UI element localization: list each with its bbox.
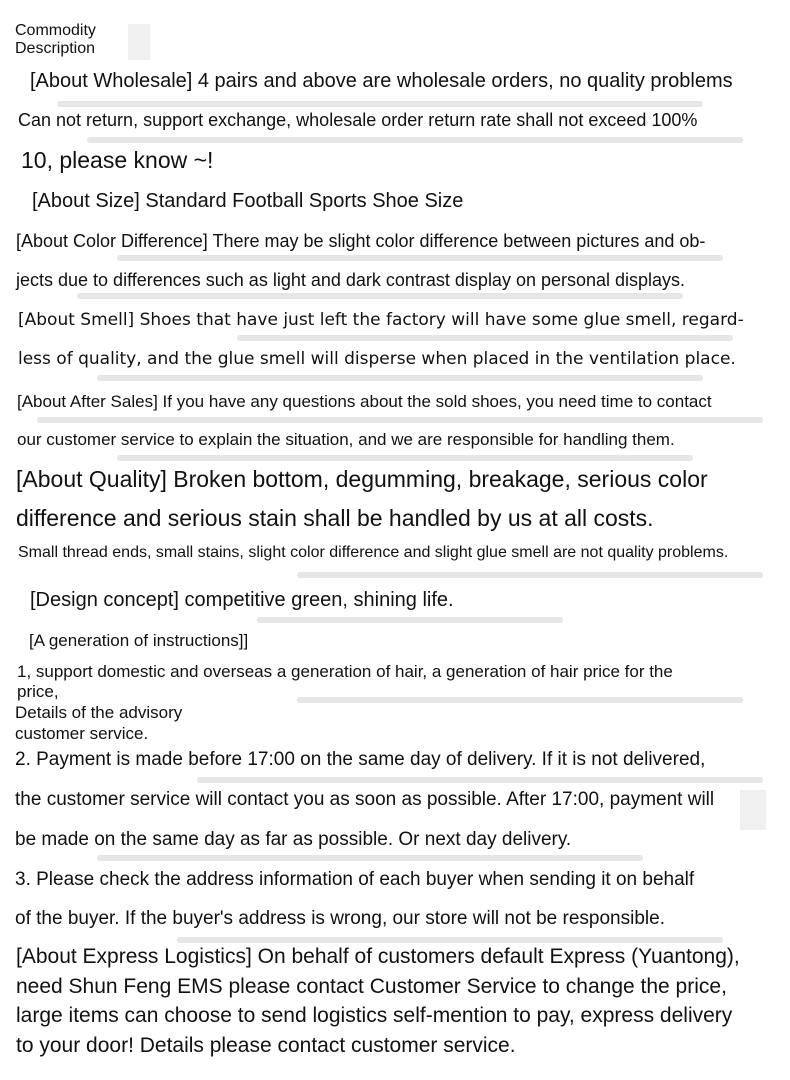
text-line: [About Wholesale] 4 pairs and above are wholesale orders, no quality problems [30,70,733,92]
text-line: [A generation of instructions]] [29,631,249,650]
text-line: the customer service will contact you as soon as possible. After 17:00, payment will [15,789,715,810]
text-line: [Design concept] competitive green, shining life. [30,589,454,611]
text-line: need Shun Feng EMS please contact Customer Service to change the price, [16,975,727,998]
text-line: 10, please know ~! [21,147,214,173]
text-line: less of quality, and the glue smell will disperse when placed in the ventilation place. [18,349,736,369]
text-line: Small thread ends, small stains, slight color difference and slight glue smell are not quality problems. [18,544,729,561]
page-title: Commodity Description [15,22,96,57]
text-line: our customer service to explain the situation, and we are responsible for handling them. [17,430,675,449]
text-line: [About Quality] Broken bottom, degumming, breakage, serious color [16,466,708,492]
text-line: [About After Sales] If you have any questions about the sold shoes, you need time to contact [17,392,712,411]
text-line: [About Smell] Shoes that have just left the factory will have some glue smell, regard- [18,310,744,330]
text-line: 2. Payment is made before 17:00 on the same day of delivery. If it is not delivered, [15,749,706,770]
text-line: Can not return, support exchange, wholesale order return rate shall not exceed 100% [18,110,698,130]
text-line: large items can choose to send logistics self-mention to pay, express delivery [16,1004,733,1027]
text-line: of the buyer. If the buyer's address is wrong, our store will not be responsible. [15,908,665,929]
text-line: 3. Please check the address information of each buyer when sending it on behalf [15,869,695,890]
text-line: [About Color Difference] There may be slight color difference between pictures and ob- [16,231,706,251]
text-line: [About Size] Standard Football Sports Shoe Size [32,190,464,212]
text-line: be made on the same day as far as possible. Or next day delivery. [15,829,572,850]
text-line: difference and serious stain shall be handled by us at all costs. [16,505,654,531]
text-line: to your door! Details please contact customer service. [16,1034,516,1057]
text-line: Details of the advisory customer service. [15,703,183,743]
text-line: jects due to differences such as light and dark contrast display on personal displays. [16,270,686,290]
text-line: 1, support domestic and overseas a generation of hair, a generation of hair price for the price, [17,662,673,701]
text-line: [About Express Logistics] On behalf of customers default Express (Yuantong), [16,945,740,968]
